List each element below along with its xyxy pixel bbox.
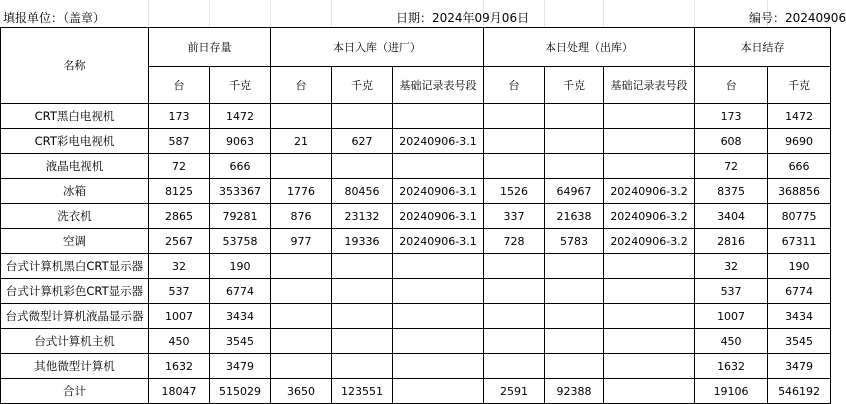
- inbound-record-cell[interactable]: 20240906-3.1: [393, 229, 484, 254]
- inbound-units-cell[interactable]: [271, 104, 332, 129]
- inventory-table: [0, 27, 831, 404]
- ending-units-cell[interactable]: 3404: [695, 204, 768, 229]
- outbound-kg-cell[interactable]: 64967: [545, 179, 604, 204]
- table-row: [1, 204, 831, 229]
- prev-kg-cell[interactable]: 190: [210, 254, 271, 279]
- inbound-record-cell[interactable]: [393, 354, 484, 379]
- outbound-kg-cell[interactable]: 5783: [545, 229, 604, 254]
- outbound-kg-cell[interactable]: 92388: [545, 379, 604, 404]
- table-row: [1, 354, 831, 379]
- ending-units-cell[interactable]: 173: [695, 104, 768, 129]
- group-header-row: [1, 28, 831, 67]
- outbound-units-cell[interactable]: [484, 304, 545, 329]
- prev-units-cell[interactable]: 32: [149, 254, 210, 279]
- inbound-units-cell[interactable]: [271, 254, 332, 279]
- ending-kg-cell[interactable]: 3545: [768, 329, 831, 354]
- inbound-units-cell[interactable]: 876: [271, 204, 332, 229]
- prev-kg-cell[interactable]: 515029: [210, 379, 271, 404]
- outbound-units-cell[interactable]: 1526: [484, 179, 545, 204]
- outbound-record-cell[interactable]: [604, 354, 695, 379]
- outbound-kg-cell[interactable]: [545, 304, 604, 329]
- unit-header-tai: 台: [695, 67, 768, 104]
- ending-units-cell[interactable]: 8375: [695, 179, 768, 204]
- table-row: [1, 279, 831, 304]
- outbound-record-cell[interactable]: [604, 254, 695, 279]
- ending-units-cell[interactable]: 537: [695, 279, 768, 304]
- reporting-unit-label: 填报单位：（盖章）: [3, 11, 106, 25]
- outbound-kg-cell[interactable]: 21638: [545, 204, 604, 229]
- outbound-record-cell[interactable]: [604, 154, 695, 179]
- outbound-record-cell[interactable]: [604, 329, 695, 354]
- prev-kg-cell[interactable]: 666: [210, 154, 271, 179]
- ending-kg-cell[interactable]: 6774: [768, 279, 831, 304]
- prev-units-cell[interactable]: 587: [149, 129, 210, 154]
- outbound-units-cell[interactable]: [484, 329, 545, 354]
- row-name-cell[interactable]: 台式微型计算机液晶显示器: [1, 304, 149, 329]
- grid-line: [544, 0, 545, 27]
- inbound-record-cell[interactable]: [393, 104, 484, 129]
- outbound-units-cell[interactable]: [484, 254, 545, 279]
- row-name-cell[interactable]: 冰箱: [1, 179, 149, 204]
- prev-units-cell[interactable]: 1007: [149, 304, 210, 329]
- ending-kg-cell[interactable]: 1472: [768, 104, 831, 129]
- record-range-header: 基础记录表号段: [604, 67, 695, 104]
- ending-kg-cell[interactable]: 190: [768, 254, 831, 279]
- inbound-kg-cell[interactable]: [332, 104, 393, 129]
- prev-kg-cell[interactable]: 353367: [210, 179, 271, 204]
- row-name-cell[interactable]: 其他微型计算机: [1, 354, 149, 379]
- row-name-cell[interactable]: 洗衣机: [1, 204, 149, 229]
- table-row: [1, 179, 831, 204]
- inbound-units-cell[interactable]: 1776: [271, 179, 332, 204]
- inbound-record-cell[interactable]: [393, 304, 484, 329]
- report-date-label: 日期：2024年09月06日: [396, 11, 530, 25]
- grid-line: [209, 0, 210, 27]
- table-row: [1, 104, 831, 129]
- inbound-record-cell[interactable]: [393, 254, 484, 279]
- unit-header-kg: 千克: [768, 67, 831, 104]
- inbound-kg-cell[interactable]: [332, 329, 393, 354]
- inbound-record-cell[interactable]: [393, 154, 484, 179]
- inbound-units-cell[interactable]: [271, 329, 332, 354]
- ending-units-cell[interactable]: 32: [695, 254, 768, 279]
- unit-header-tai: 台: [484, 67, 545, 104]
- ending-units-cell[interactable]: 2816: [695, 229, 768, 254]
- ending-kg-cell[interactable]: 546192: [768, 379, 831, 404]
- outbound-units-cell[interactable]: 2591: [484, 379, 545, 404]
- prev-units-cell[interactable]: 8125: [149, 179, 210, 204]
- row-name-cell[interactable]: CRT黑白电视机: [1, 104, 149, 129]
- unit-header-kg: 千克: [210, 67, 271, 104]
- row-name-cell[interactable]: CRT彩电电视机: [1, 129, 149, 154]
- inbound-units-cell[interactable]: 21: [271, 129, 332, 154]
- prev-kg-cell[interactable]: 1472: [210, 104, 271, 129]
- inbound-kg-cell[interactable]: [332, 354, 393, 379]
- table-row: [1, 254, 831, 279]
- outbound-kg-cell[interactable]: [545, 104, 604, 129]
- grid-line: [148, 0, 149, 27]
- table-row: [1, 329, 831, 354]
- grid-line: [694, 0, 695, 27]
- unit-header-tai: 台: [149, 67, 210, 104]
- outbound-units-cell[interactable]: [484, 279, 545, 304]
- inbound-record-cell[interactable]: 20240906-3.1: [393, 179, 484, 204]
- outbound-kg-cell[interactable]: [545, 279, 604, 304]
- inbound-record-cell[interactable]: 20240906-3.1: [393, 129, 484, 154]
- outbound-units-cell[interactable]: 337: [484, 204, 545, 229]
- table-row: [1, 129, 831, 154]
- prev-units-cell[interactable]: 1632: [149, 354, 210, 379]
- grid-line: [603, 0, 604, 27]
- prev-units-cell[interactable]: 18047: [149, 379, 210, 404]
- inbound-units-cell[interactable]: [271, 354, 332, 379]
- unit-header-tai: 台: [271, 67, 332, 104]
- report-header-row: [0, 0, 846, 27]
- row-name-cell[interactable]: 台式计算机彩色CRT显示器: [1, 279, 149, 304]
- outbound-kg-cell[interactable]: [545, 329, 604, 354]
- inbound-kg-cell[interactable]: [332, 304, 393, 329]
- inbound-kg-cell[interactable]: 123551: [332, 379, 393, 404]
- grid-line: [270, 0, 271, 27]
- prev-units-cell[interactable]: 72: [149, 154, 210, 179]
- inbound-kg-cell[interactable]: 627: [332, 129, 393, 154]
- grid-line: [331, 0, 332, 27]
- outbound-kg-cell[interactable]: [545, 129, 604, 154]
- prev-units-cell[interactable]: 2567: [149, 229, 210, 254]
- outbound-header: 本日处理（出库）: [484, 28, 695, 67]
- prev-units-cell[interactable]: 173: [149, 104, 210, 129]
- inbound-kg-cell[interactable]: 19336: [332, 229, 393, 254]
- inbound-units-cell[interactable]: 977: [271, 229, 332, 254]
- outbound-record-cell[interactable]: [604, 129, 695, 154]
- table-row: [1, 304, 831, 329]
- outbound-kg-cell[interactable]: [545, 254, 604, 279]
- outbound-kg-cell[interactable]: [545, 354, 604, 379]
- outbound-units-cell[interactable]: [484, 354, 545, 379]
- ending-units-cell[interactable]: 608: [695, 129, 768, 154]
- prev-units-cell[interactable]: 450: [149, 329, 210, 354]
- inbound-units-cell[interactable]: [271, 304, 332, 329]
- ending-kg-cell[interactable]: 3479: [768, 354, 831, 379]
- total-row: [1, 379, 831, 404]
- outbound-record-cell[interactable]: [604, 104, 695, 129]
- row-name-cell[interactable]: 空调: [1, 229, 149, 254]
- outbound-units-cell[interactable]: [484, 104, 545, 129]
- table-row: [1, 154, 831, 179]
- outbound-units-cell[interactable]: 728: [484, 229, 545, 254]
- table-row: [1, 229, 831, 254]
- row-name-cell[interactable]: 台式计算机黑白CRT显示器: [1, 254, 149, 279]
- ending-kg-cell[interactable]: 67311: [768, 229, 831, 254]
- record-range-header: 基础记录表号段: [393, 67, 484, 104]
- outbound-record-cell[interactable]: [604, 379, 695, 404]
- inbound-header: 本日入库（进厂）: [271, 28, 484, 67]
- outbound-record-cell[interactable]: 20240906-3.2: [604, 179, 695, 204]
- prev-kg-cell[interactable]: 79281: [210, 204, 271, 229]
- inbound-kg-cell[interactable]: [332, 279, 393, 304]
- ending-units-cell[interactable]: 1007: [695, 304, 768, 329]
- ending-stock-header: 本日结存: [695, 28, 831, 67]
- inbound-kg-cell[interactable]: [332, 254, 393, 279]
- prev-units-cell[interactable]: 2865: [149, 204, 210, 229]
- ending-kg-cell[interactable]: 80775: [768, 204, 831, 229]
- row-name-cell[interactable]: 合计: [1, 379, 149, 404]
- ending-kg-cell[interactable]: 666: [768, 154, 831, 179]
- outbound-record-cell[interactable]: 20240906-3.2: [604, 204, 695, 229]
- unit-header-kg: 千克: [332, 67, 393, 104]
- inbound-kg-cell[interactable]: 80456: [332, 179, 393, 204]
- prev-stock-header: 前日存量: [149, 28, 271, 67]
- prev-kg-cell[interactable]: 9063: [210, 129, 271, 154]
- outbound-units-cell[interactable]: [484, 154, 545, 179]
- ending-units-cell[interactable]: 450: [695, 329, 768, 354]
- ending-kg-cell[interactable]: 3434: [768, 304, 831, 329]
- inbound-record-cell[interactable]: [393, 329, 484, 354]
- ending-kg-cell[interactable]: 368856: [768, 179, 831, 204]
- outbound-units-cell[interactable]: [484, 129, 545, 154]
- serial-number-label: 编号：20240906: [749, 11, 846, 25]
- outbound-record-cell[interactable]: [604, 304, 695, 329]
- outbound-kg-cell[interactable]: [545, 154, 604, 179]
- prev-kg-cell[interactable]: 3434: [210, 304, 271, 329]
- inbound-units-cell[interactable]: [271, 154, 332, 179]
- inbound-kg-cell[interactable]: [332, 154, 393, 179]
- ending-units-cell[interactable]: 19106: [695, 379, 768, 404]
- prev-kg-cell[interactable]: 6774: [210, 279, 271, 304]
- ending-units-cell[interactable]: 72: [695, 154, 768, 179]
- prev-units-cell[interactable]: 537: [149, 279, 210, 304]
- inbound-record-cell[interactable]: [393, 379, 484, 404]
- inbound-units-cell[interactable]: 3650: [271, 379, 332, 404]
- ending-kg-cell[interactable]: 9690: [768, 129, 831, 154]
- inbound-record-cell[interactable]: [393, 279, 484, 304]
- inbound-units-cell[interactable]: [271, 279, 332, 304]
- inbound-record-cell[interactable]: 20240906-3.1: [393, 204, 484, 229]
- prev-kg-cell[interactable]: 53758: [210, 229, 271, 254]
- prev-kg-cell[interactable]: 3479: [210, 354, 271, 379]
- outbound-record-cell[interactable]: 20240906-3.2: [604, 229, 695, 254]
- outbound-record-cell[interactable]: [604, 279, 695, 304]
- inbound-kg-cell[interactable]: 23132: [332, 204, 393, 229]
- ending-units-cell[interactable]: 1632: [695, 354, 768, 379]
- row-name-cell[interactable]: 液晶电视机: [1, 154, 149, 179]
- prev-kg-cell[interactable]: 3545: [210, 329, 271, 354]
- row-name-cell[interactable]: 台式计算机主机: [1, 329, 149, 354]
- unit-header-kg: 千克: [545, 67, 604, 104]
- name-column-header: 名称: [1, 28, 149, 104]
